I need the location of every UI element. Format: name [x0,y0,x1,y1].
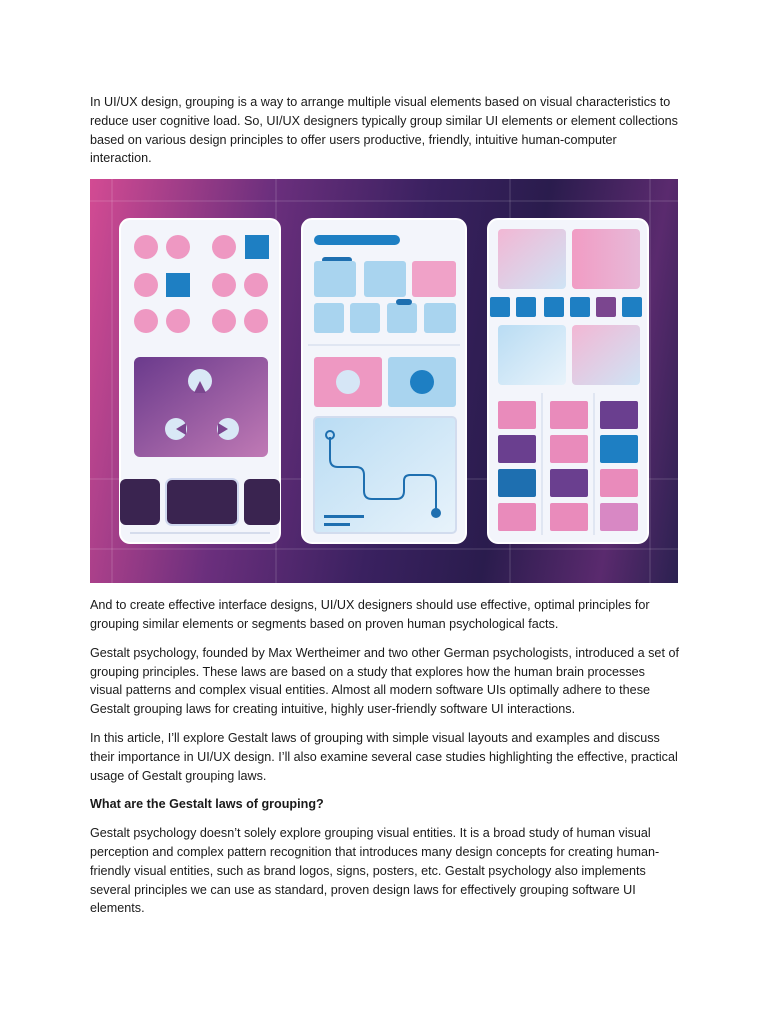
phone-mockup-left [120,219,280,543]
section-heading: What are the Gestalt laws of grouping? [90,797,324,812]
body-paragraph: And to create effective interface designs, UI/UX designers should use effective, optimal principles for grouping similar elements or segments based on proven human psychological facts. [90,598,650,631]
phone-mockup-right [488,219,648,543]
body-paragraph: Gestalt psychology doesn’t solely explore grouping visual entities. It is a broad study of human visual perception and complex pattern recognition that introduces many design concepts for creating human-friendly visual entities, such as brand logos, signs, posters, etc. Gestalt psychology also implements several principles we can use as standard, proven design laws for effectively grouping software UI elements. [90,826,660,916]
article [90,93,680,918]
intro-paragraph: In UI/UX design, grouping is a way to arrange multiple visual elements based on visual characteristics to reduce user cognitive load. So, UI/UX designers typically group similar UI elements or element collections based on various design principles to offer users productive, friendly, intuitive human-computer interaction. [90,95,678,166]
hero-illustration [90,179,678,583]
body-paragraph: Gestalt psychology, founded by Max Wertheimer and two other German psychologists, introduced a set of grouping principles. These laws are based on a study that explores how the human brain processes visual patterns and complex visual entities. Almost all modern software UIs optimally adhere to these Gestalt grouping laws for creating intuitive, highly user-friendly software UI interactions. [90,645,679,717]
body-paragraph: In this article, I’ll explore Gestalt laws of grouping with simple visual layouts and examples and discuss their importance in UI/UX design. I’ll also examine several case studies highlighting the effective, practical usage of Gestalt grouping laws. [90,730,678,783]
phone-mockup-middle [302,219,466,543]
phone-mockups-illustration [90,179,678,583]
